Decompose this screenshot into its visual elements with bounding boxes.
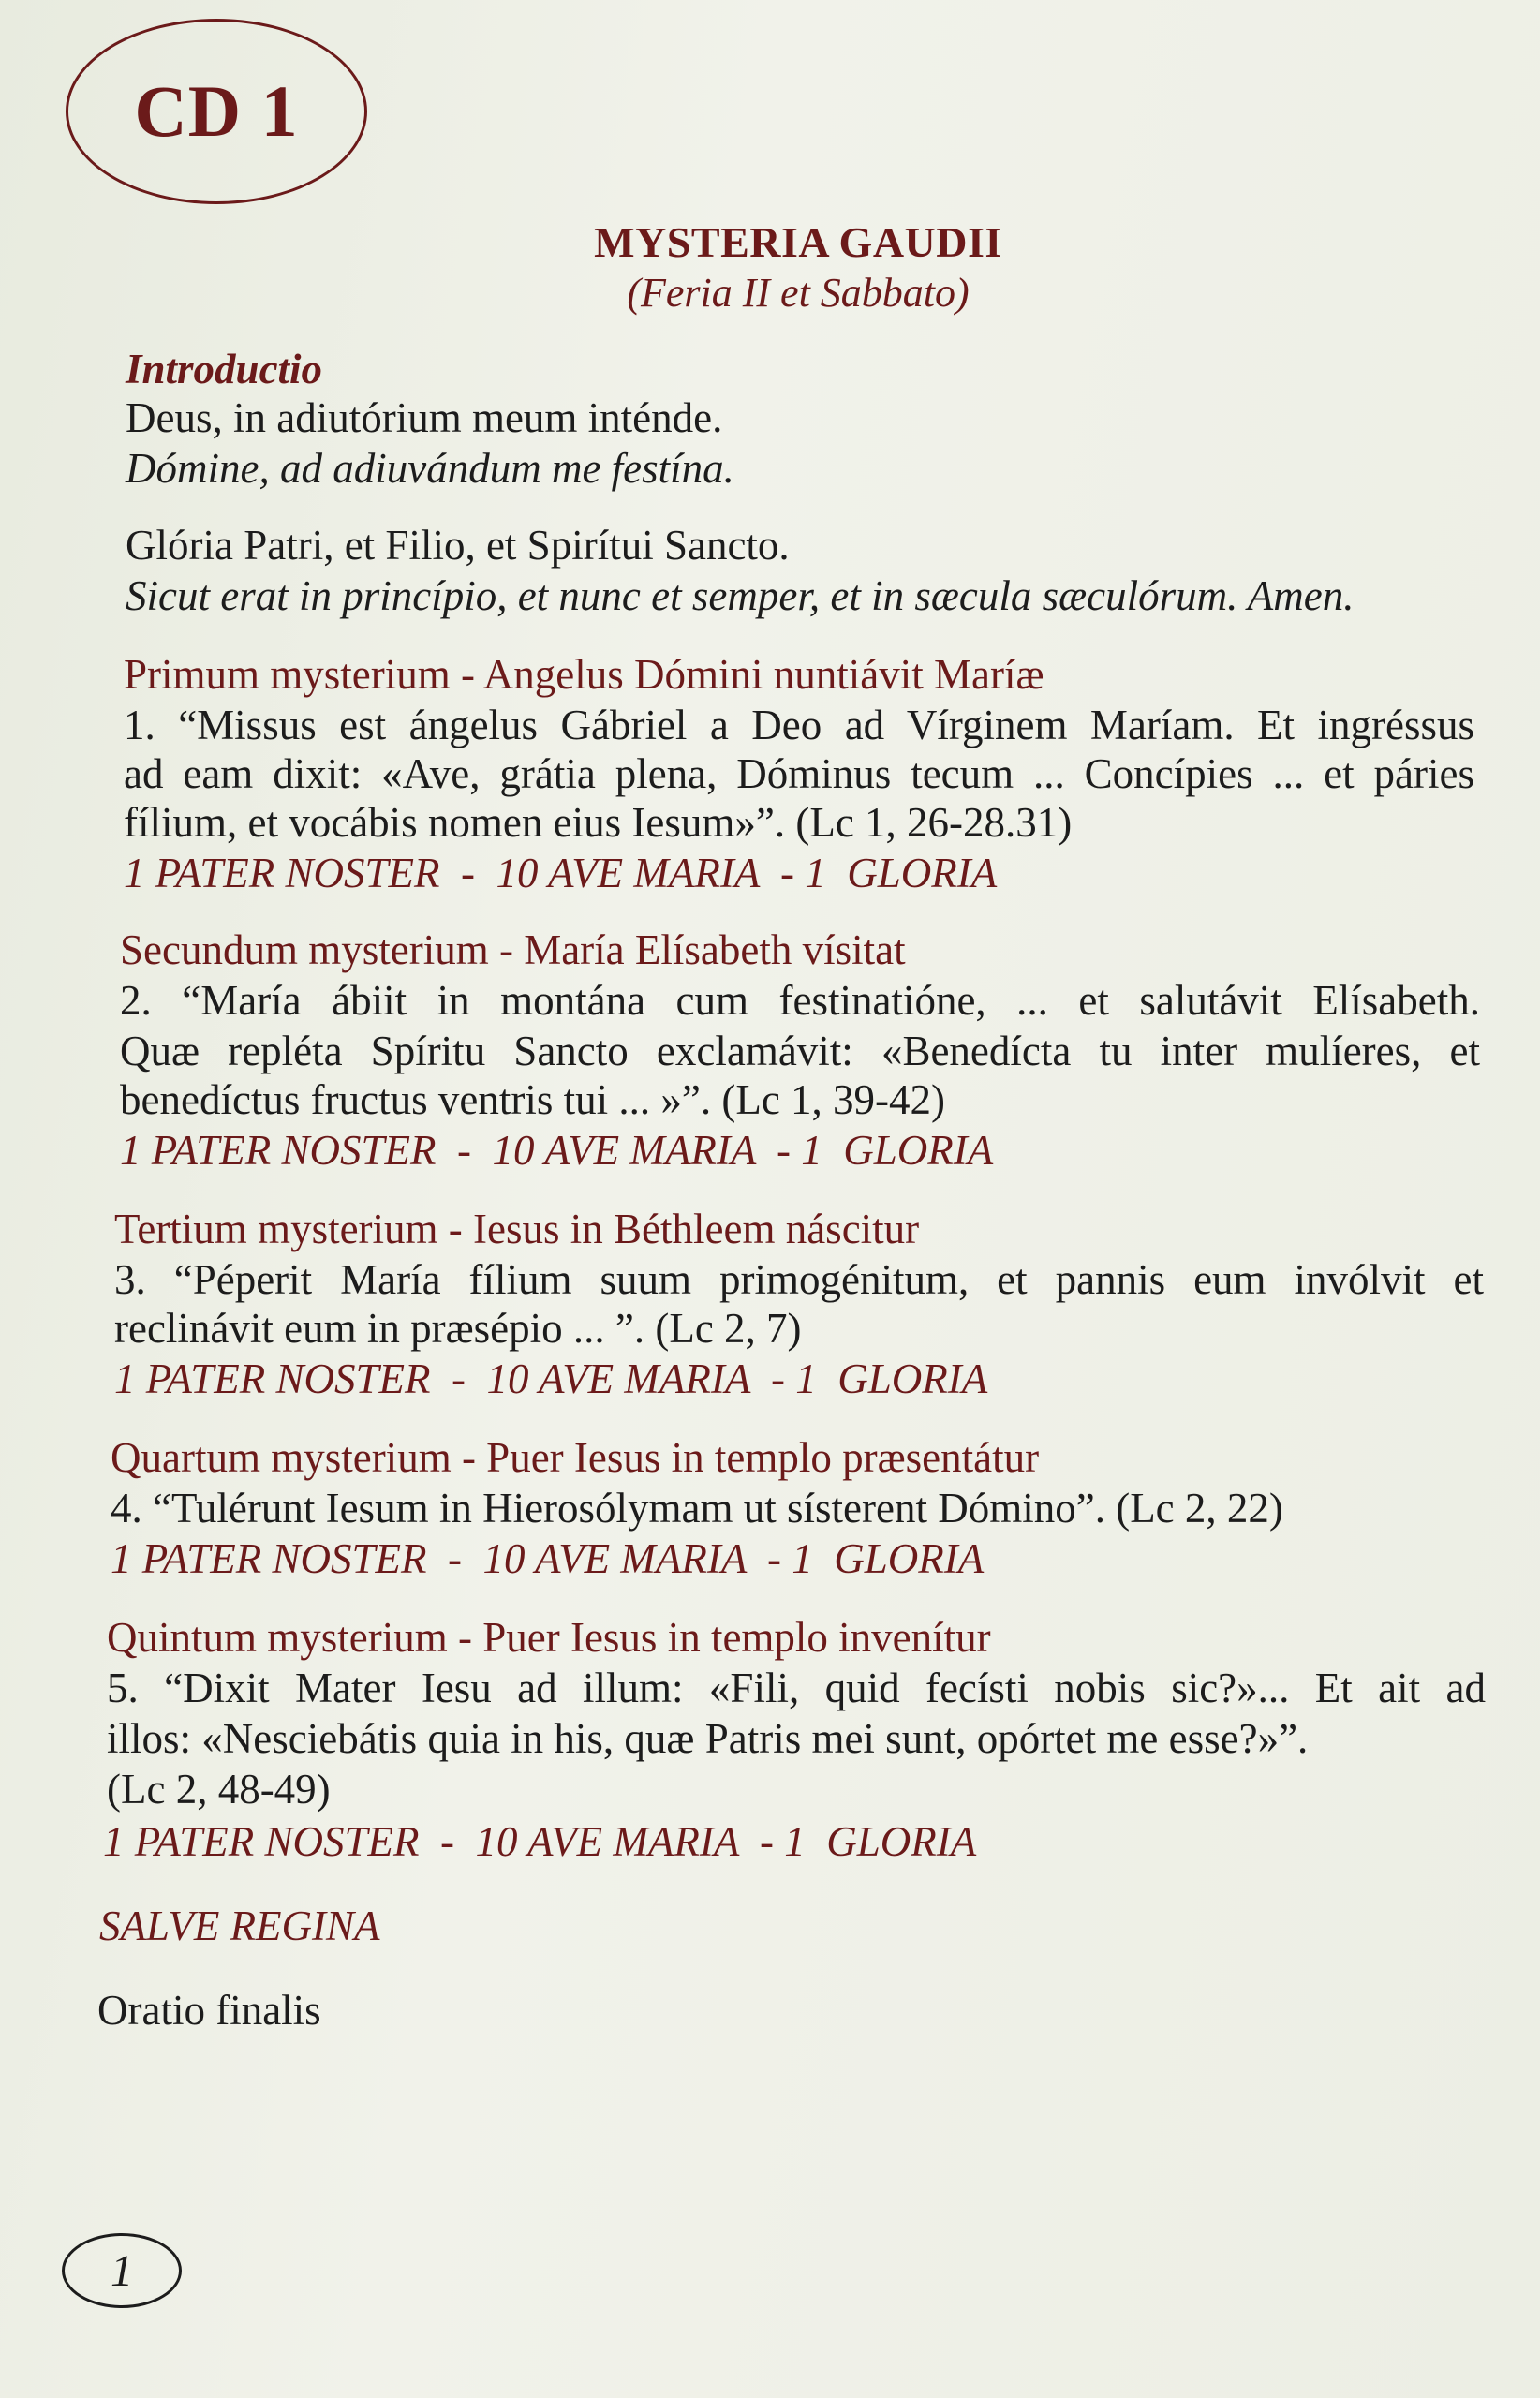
page-title: MYSTERIA GAUDII <box>594 218 1002 266</box>
mystery-text: 1. “Missus est ángelus Gábriel a Deo ad Vírginem Maríam. Et ingréssus <box>124 702 1474 748</box>
page-subtitle: (Feria II et Sabbato) <box>627 270 970 316</box>
mystery-text: 3. “Péperit María fílium suum primogénitum, et pannis eum invólvit et <box>114 1256 1484 1303</box>
salve-regina: SALVE REGINA <box>99 1902 380 1949</box>
gloria-line: Glória Patri, et Filio, et Spirítui Sancto. <box>126 522 790 569</box>
mystery-heading: Primum mysterium - Angelus Dómini nuntiávit Maríæ <box>124 651 1044 698</box>
mystery-text: illos: «Nesciebátis quia in his, quæ Patris mei sunt, opórtet me esse?»”. <box>107 1715 1309 1762</box>
cd-badge: CD 1 <box>66 19 367 204</box>
mystery-heading: Tertium mysterium - Iesus in Béthleem náscitur <box>114 1206 920 1252</box>
oratio-finalis: Oratio finalis <box>97 1987 321 2034</box>
mystery-text: (Lc 2, 48-49) <box>107 1766 331 1813</box>
mystery-text: 2. “María ábiit in montána cum festinatióne, ... et salutávit Elísabeth. <box>120 977 1480 1024</box>
intro-heading: Introductio <box>126 346 323 392</box>
prayer-count: 1 PATER NOSTER - 10 AVE MARIA - 1 GLORIA <box>114 1355 988 1402</box>
mystery-text: 5. “Dixit Mater Iesu ad illum: «Fili, quid fecísti nobis sic?»... Et ait ad <box>107 1665 1486 1711</box>
prayer-count: 1 PATER NOSTER - 10 AVE MARIA - 1 GLORIA <box>111 1535 985 1582</box>
mystery-heading: Secundum mysterium - María Elísabeth vísitat <box>120 926 906 973</box>
title-block <box>0 217 1540 317</box>
prayer-count: 1 PATER NOSTER - 10 AVE MARIA - 1 GLORIA <box>120 1127 994 1174</box>
mystery-text: ad eam dixit: «Ave, grátia plena, Dóminus tecum ... Concípies ... et páries <box>124 750 1474 797</box>
mystery-heading: Quintum mysterium - Puer Iesus in templo invenítur <box>107 1614 991 1661</box>
intro-line: Dómine, ad adiuvándum me festína. <box>126 445 734 492</box>
gloria-line: Sicut erat in princípio, et nunc et semper, et in sæcula sæculórum. Amen. <box>126 572 1355 619</box>
mystery-text: benedíctus fructus ventris tui ... »”. (Lc 1, 39-42) <box>120 1076 946 1123</box>
mystery-text: Quæ repléta Spíritu Sancto exclamávit: «Benedícta tu inter mulíeres, et <box>120 1028 1480 1074</box>
intro-line: Deus, in adiutórium meum inténde. <box>126 394 723 441</box>
prayer-count: 1 PATER NOSTER - 10 AVE MARIA - 1 GLORIA <box>124 850 998 896</box>
page-number: 1 <box>62 2233 182 2308</box>
mystery-text: reclinávit eum in præsépio ... ”. (Lc 2, 7) <box>114 1305 802 1352</box>
mystery-text: 4. “Tulérunt Iesum in Hierosólymam ut sísterent Dómino”. (Lc 2, 22) <box>111 1485 1283 1532</box>
mystery-text: fílium, et vocábis nomen eius Iesum»”. (Lc 1, 26-28.31) <box>124 799 1073 846</box>
prayer-count: 1 PATER NOSTER - 10 AVE MARIA - 1 GLORIA <box>103 1818 977 1865</box>
mystery-heading: Quartum mysterium - Puer Iesus in templo præsentátur <box>111 1434 1040 1481</box>
